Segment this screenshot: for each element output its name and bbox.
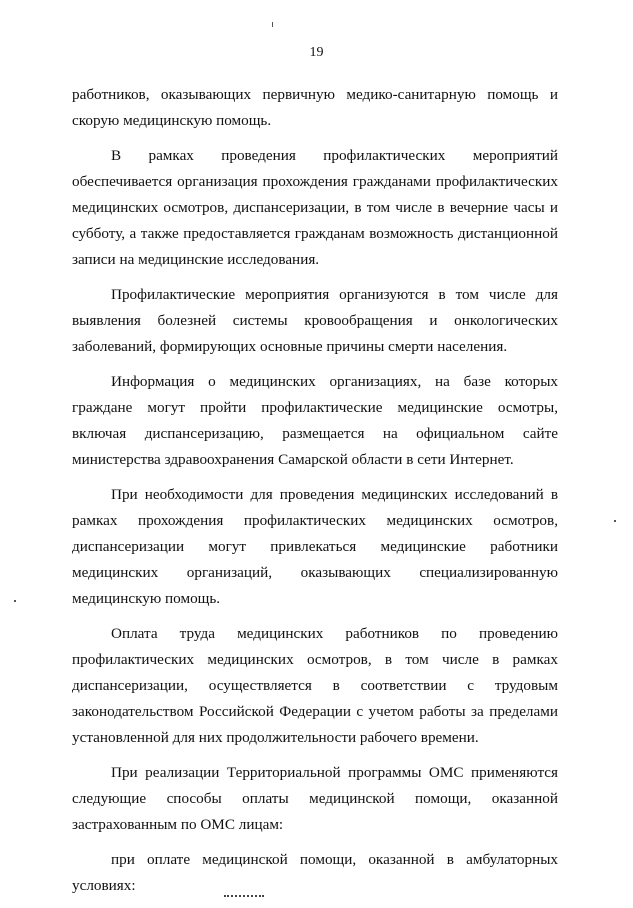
paragraph-1: работников, оказывающих первичную медико-санитарную помощь и скорую медицинскую помощь.: [72, 86, 558, 129]
paragraph-6: Оплата труда медицинских работников по проведению профилактических медицинских осмотров, в том числе в рамках диспансеризации, осуществляется в соответствии с трудовым законодательством Российской Федерации с учетом работы за пределами установленной для них продолжительности рабочего времени.: [72, 625, 558, 746]
paragraph-2: В рамках проведения профилактических мероприятий обеспечивается организация прохождения гражданами профилактических медицинских осмотров, диспансеризации, в том числе в вечерние часы и субботу, а также предоставляется гражданам возможность дистанционной записи на медицинские исследования.: [72, 147, 558, 268]
scan-mark: [272, 22, 273, 27]
page-number: 19: [309, 45, 324, 60]
paragraph-5: При необходимости для проведения медицинских исследований в рамках прохождения профилактических медицинских осмотров, диспансеризации могут привлекаться медицинские работники медицинских организаций, оказывающих специализированную медицинскую помощь.: [72, 486, 558, 607]
paragraph-7: При реализации Территориальной программы ОМС применяются следующие способы оплаты медицинской помощи, оказанной застрахованным по ОМС лицам:: [72, 764, 558, 833]
scan-mark: [14, 600, 16, 602]
paragraph-4: Информация о медицинских организациях, на базе которых граждане могут пройти профилактические медицинские осмотры, включая диспансеризацию, размещается на официальном сайте министерства здравоохранения Самарской области в сети Интернет.: [72, 373, 558, 468]
body-text: [72, 82, 558, 908]
paragraph-8: при оплате медицинской помощи, оказанной в амбулаторных условиях:: [72, 851, 558, 894]
scan-mark: [614, 520, 616, 522]
paragraph-3: Профилактические мероприятия организуются в том числе для выявления болезней системы кровообращения и онкологических заболеваний, формирующих основные причины смерти населения.: [72, 286, 558, 355]
scan-artifact: [224, 895, 264, 899]
